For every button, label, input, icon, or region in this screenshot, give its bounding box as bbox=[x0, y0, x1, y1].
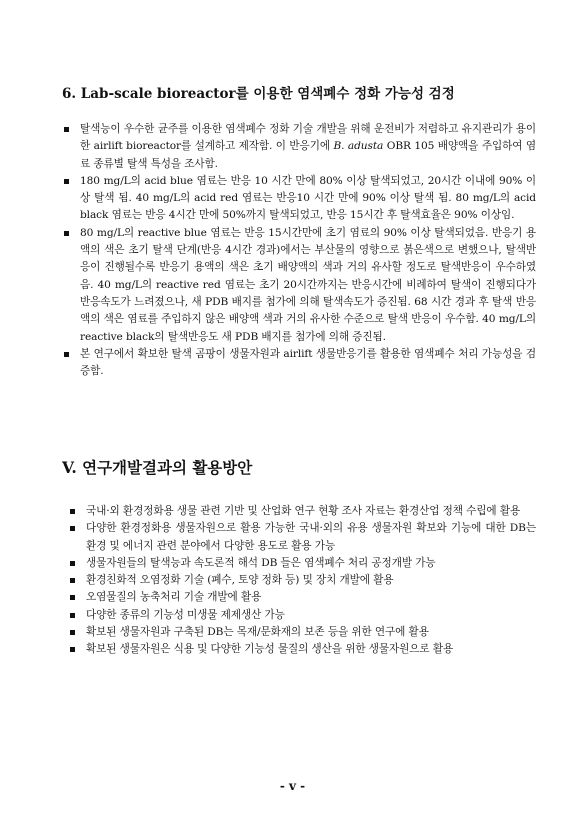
item-text: 환경친화적 오염정화 기술 (폐수, 토양 정화 등) 및 장치 개발에 활용 bbox=[86, 574, 394, 587]
item-text: 본 연구에서 확보한 탈색 곰팡이 생물자원과 airlift 생물반응기를 활용한 염색폐수 처리 가능성을 검증함. bbox=[80, 347, 536, 378]
item-text: 다양한 환경정화용 생물자원으로 활용 가능한 국내·외의 유용 생물자원 확보와 기능에 대한 DB는 환경 및 에너지 관련 분야에서 다양한 용도로 활용 가능 bbox=[86, 522, 536, 552]
square-bullet-icon bbox=[70, 630, 75, 635]
item-text: 확보된 생물자원과 구축된 DB는 목재/문화재의 보존 등을 위한 연구에 활용 bbox=[86, 626, 429, 639]
square-bullet-icon bbox=[64, 352, 69, 357]
square-bullet-icon bbox=[70, 647, 75, 652]
list-item bbox=[68, 624, 536, 641]
square-bullet-icon bbox=[70, 561, 75, 566]
square-bullet-icon bbox=[64, 231, 69, 236]
item-text: 80 mg/L의 reactive blue 염료는 반응 15시간만에 초기 염료의 90% 이상 탈색되었음. 반응기 용액의 색은 초기 탈색 단계(반응 4시간 경과)에서는 부산물의 영향으로 붉은색으로 변했으나, 탈색반응이 진행될수록 반응기 용액의 색은 초기 배양액의 색과 거의 유사할 정도로 탈색반응이 우수하였음. 40 mg/L의 reactive red 염료는 초기 20시간까지는 반응시간에 비례하여 탈색이 진행되다가 반응속도가 느려졌으나, 새 PDB 배지를 첨가에 의해 탈색속도가 증진됨. 68 시간 경과 후 탈색 반응액의 색은 염료를 주입하지 않은 배양액 색과 거의 유사한 수준으로 탈색 반응이 우수함. 40 mg/L의 reactive black의 탈색반응도 새 PDB 배지를 첨가에 의해 증진됨. bbox=[80, 226, 536, 343]
square-bullet-icon bbox=[70, 595, 75, 600]
item-text: 오염물질의 농축처리 기술 개발에 활용 bbox=[86, 591, 262, 604]
list-item bbox=[68, 520, 536, 555]
item-text: 다양한 종류의 기능성 미생물 제제생산 가능 bbox=[86, 608, 285, 621]
square-bullet-icon bbox=[70, 509, 75, 514]
chapter-5-bullet-list bbox=[68, 503, 536, 659]
section-6-bullet-list bbox=[62, 121, 536, 380]
list-item bbox=[68, 572, 536, 589]
page-number: - v - bbox=[279, 779, 306, 793]
list-item bbox=[62, 346, 536, 381]
chapter-5-title: V. 연구개발결과의 활용방안 bbox=[62, 458, 253, 477]
item-text: 확보된 생물자원은 식용 및 다양한 기능성 물질의 생산을 위한 생물자원으로 활용 bbox=[86, 643, 454, 656]
square-bullet-icon bbox=[70, 578, 75, 583]
list-item bbox=[62, 173, 536, 225]
list-item bbox=[68, 641, 536, 658]
species-name: B. adusta bbox=[333, 140, 384, 153]
item-text: 탈색능이 우수한 균주를 이용한 염색폐수 정화 기술 개발을 위해 운전비가 저렴하고 유지관리가 용이한 airlift bioreactor를 설계하고 제작함. 이 반응기에 bbox=[80, 123, 536, 153]
section-6-title: 6. Lab-scale bioreactor를 이용한 염색폐수 정화 가능성 검정 bbox=[62, 86, 455, 102]
list-item bbox=[68, 503, 536, 520]
item-text: OBR 105 배양액을 주입하여 염료 종류별 탈색 특성을 조사함. bbox=[80, 140, 536, 170]
list-item bbox=[68, 589, 536, 606]
list-item bbox=[62, 121, 536, 173]
list-item bbox=[68, 607, 536, 624]
square-bullet-icon bbox=[64, 179, 69, 184]
item-text: 국내·외 환경정화용 생물 관련 기반 및 산업화 연구 현황 조사 자료는 환경산업 정책 수립에 활용 bbox=[86, 505, 521, 517]
square-bullet-icon bbox=[64, 127, 69, 132]
square-bullet-icon bbox=[70, 526, 75, 531]
item-text: 180 mg/L의 acid blue 염료는 반응 10 시간 만에 80% 이상 탈색되었고, 20시간 이내에 90% 이상 탈색 됨. 40 mg/L의 acid red 염료는 반응10 시간 만에 90% 이상 탈색 됨. 80 mg/L의 acid black 염료는 반응 4시간 만에 50%까지 탈색되었고, 반응 15시간 후 탈색효율은 90% 이상임. bbox=[80, 174, 536, 222]
item-text: 생물자원들의 탈색능과 속도론적 해석 DB 들은 염색폐수 처리 공정개발 가능 bbox=[86, 556, 436, 569]
list-item bbox=[62, 225, 536, 346]
list-item bbox=[68, 555, 536, 572]
square-bullet-icon bbox=[70, 613, 75, 618]
